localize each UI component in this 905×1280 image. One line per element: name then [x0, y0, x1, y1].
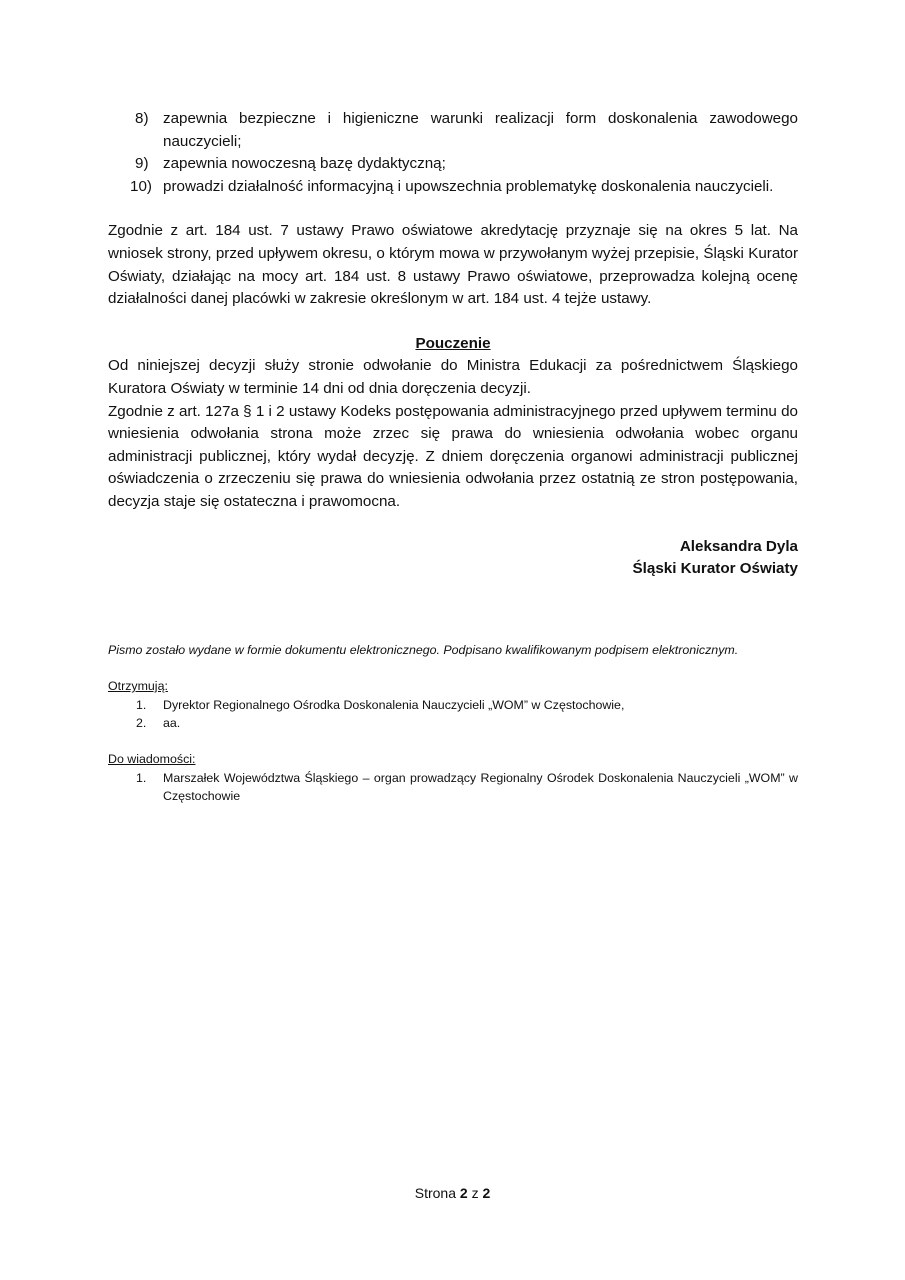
page-footer	[0, 1185, 905, 1201]
for-information-list	[108, 769, 798, 806]
current-page-number: 2	[459, 1185, 468, 1201]
list-item	[108, 696, 798, 714]
duties-list	[108, 108, 798, 198]
list-item-text: zapewnia bezpieczne i higieniczne warunki realizacji form doskonalenia zawodowego nauczycieli;	[163, 110, 798, 150]
recipients-label: Otrzymują:	[108, 679, 168, 694]
list-item-number: 1.	[136, 697, 147, 712]
accreditation-paragraph: Zgodnie z art. 184 ust. 7 ustawy Prawo oświatowe akredytację przyznaje się na okres 5 lat. Na wniosek strony, przed upływem okresu, o którym mowa w przywołanym wyżej przepisie, Śląski Kurator Oświaty, działając na mocy art. 184 ust. 8 ustawy Prawo oświatowe, przeprowadza kolejną ocenę działalności danej placówki w zakresie określonym w art. 184 ust. 4 tejże ustawy.	[108, 222, 798, 308]
list-item-text: zapewnia nowoczesną bazę dydaktyczną;	[163, 155, 446, 173]
list-item-number: 2.	[136, 715, 147, 730]
page-number-separator: z	[471, 1185, 479, 1201]
list-item	[108, 714, 798, 732]
signatory-title: Śląski Kurator Oświaty	[632, 560, 798, 578]
list-item-text: Marszałek Województwa Śląskiego – organ prowadzący Regionalny Ośrodek Doskonalenia Nauczycieli „WOM” w Częstochowie	[163, 770, 798, 803]
list-item	[108, 769, 798, 806]
list-item-number: 8)	[135, 110, 149, 127]
pouczenie-paragraph-1: Od niniejszej decyzji służy stronie odwołanie do Ministra Edukacji za pośrednictwem Śląskiego Kuratora Oświaty w terminie 14 dni od dnia doręczenia decyzji.	[108, 357, 798, 397]
list-item	[108, 153, 798, 176]
list-item	[108, 176, 798, 199]
signature-block	[108, 536, 798, 582]
list-item-number: 9)	[135, 155, 149, 173]
list-item-text: prowadzi działalność informacyjną i upowszechnia problematykę doskonalenia nauczycieli.	[163, 177, 774, 195]
list-item-number: 1.	[136, 770, 147, 785]
signatory-name: Aleksandra Dyla	[679, 537, 798, 555]
document-page	[108, 108, 798, 805]
pouczenie-heading: Pouczenie	[415, 334, 491, 352]
recipients-list	[108, 696, 798, 733]
list-item-text: Dyrektor Regionalnego Ośrodka Doskonalenia Nauczycieli „WOM” w Częstochowie,	[163, 697, 625, 712]
main-text	[108, 108, 798, 581]
for-information-label: Do wiadomości:	[108, 752, 196, 767]
list-item-number: 10)	[130, 177, 152, 195]
distribution-section	[108, 641, 798, 805]
list-item	[108, 108, 798, 153]
page-number-prefix: Strona	[414, 1185, 456, 1201]
pouczenie-paragraph-2: Zgodnie z art. 127a § 1 i 2 ustawy Kodeks postępowania administracyjnego przed upływem terminu do wniesienia odwołania strona może zrzec się prawa do wniesienia odwołania wobec organu administracji publicznej, który wydał decyzję. Z dniem doręczenia organowi administracji publicznej oświadczenia o zrzeczeniu się prawa do wniesienia odwołania przez ostatnią ze stron postępowania, decyzja staje się ostateczna i prawomocna.	[108, 402, 798, 510]
electronic-signature-note: Pismo zostało wydane w formie dokumentu elektronicznego. Podpisano kwalifikowanym podpisem elektronicznym.	[108, 643, 739, 658]
total-page-count: 2	[482, 1185, 491, 1201]
list-item-text: aa.	[163, 715, 181, 730]
